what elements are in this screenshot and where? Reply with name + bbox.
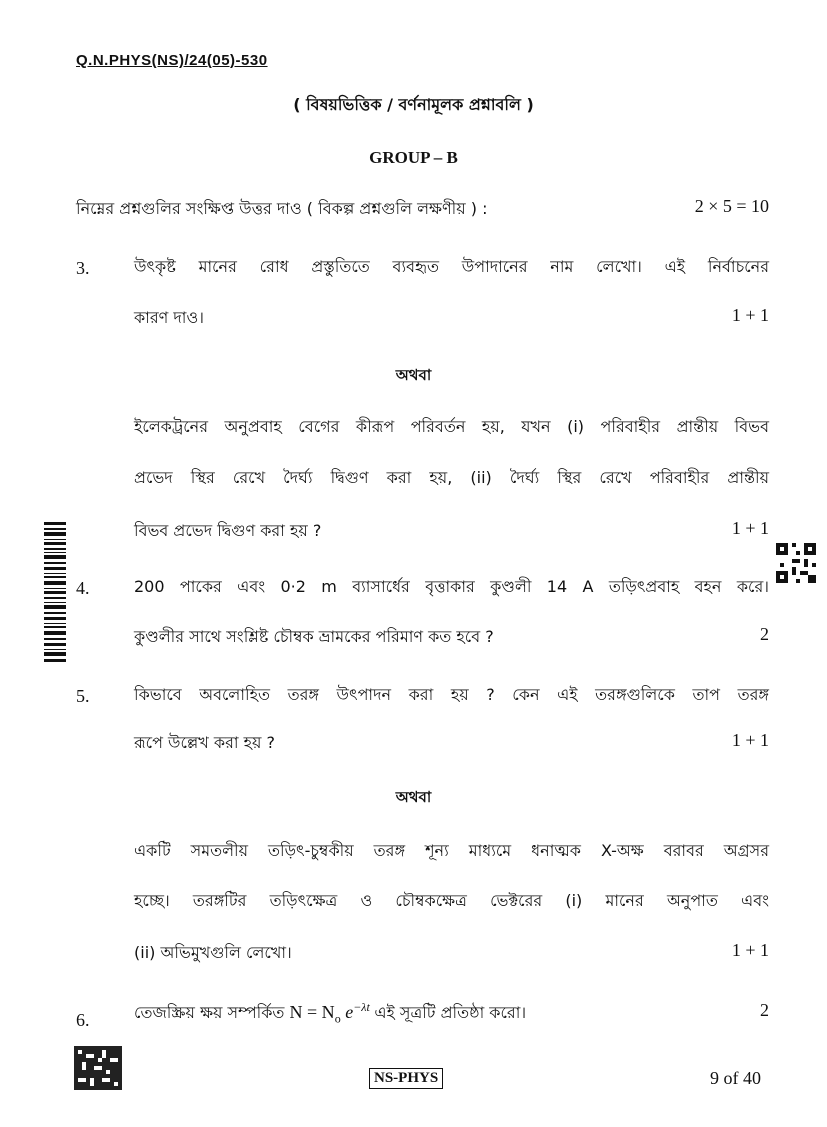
page-number: 9 of 40 <box>710 1068 761 1088</box>
q6-text-before: তেজস্ক্রিয় ক্ষয় সম্পর্কিত <box>134 1003 285 1022</box>
or-label-q3: অথবা <box>395 366 432 384</box>
q3-marks: 1 + 1 <box>731 305 769 325</box>
q5-alt-marks: 1 + 1 <box>731 940 769 960</box>
question-number-5: 5. <box>76 686 90 706</box>
q6-text-after: এই সূত্রটি প্রতিষ্ঠা করো। <box>374 1003 527 1022</box>
q4-line-2: কুণ্ডলীর সাথে সংশ্লিষ্ট চৌম্বক ভ্রামকের পরিমাণ কত হবে ? <box>134 627 494 646</box>
total-marks: 2 × 5 = 10 <box>694 196 769 216</box>
question-number-6: 6. <box>76 1010 90 1030</box>
q6-marks: 2 <box>760 1000 769 1020</box>
subject-code-box: NS-PHYS <box>369 1068 443 1089</box>
q5-alt-line-1: একটি সমতলীয় তড়িৎ-চুম্বকীয় তরঙ্গ শূন্য মাধ্যমে ধনাত্মক X-অক্ষ বরাবর অগ্রসর <box>134 841 769 860</box>
formula-subscript: o <box>334 1011 341 1026</box>
qr-code-icon <box>776 543 816 583</box>
q3-line-2: কারণ দাও। <box>134 308 204 327</box>
q5-line-1: কিভাবে অবলোহিত তরঙ্গ উৎপাদন করা হয় ? কেন এই তরঙ্গগুলিকে তাপ তরঙ্গ <box>134 685 769 704</box>
q3-alt-line-2: প্রভেদ স্থির রেখে দৈর্ঘ্য দ্বিগুণ করা হয়, (ii) দৈর্ঘ্য স্থির রেখে পরিবাহীর প্রান্তীয় <box>134 468 769 487</box>
q5-alt-line-2: হচ্ছে। তরঙ্গটির তড়িৎক্ষেত্র ও চৌম্বকক্ষেত্র ভেক্টরের (i) মানের অনুপাত এবং <box>134 891 769 910</box>
q4-marks: 2 <box>760 624 769 644</box>
or-label-q5: অথবা <box>395 788 432 806</box>
section-subtitle: ( বিষয়ভিত্তিক / বর্ণনামূলক প্রশ্নাবলি ) <box>293 95 534 114</box>
q6-formula <box>289 1000 375 1026</box>
q3-alt-line-1: ইলেকট্রনের অনুপ্রবাহ বেগের কীরূপ পরিবর্তন হয়, যখন (i) পরিবাহীর প্রান্তীয় বিভব <box>134 417 769 436</box>
formula-exponent: −λt <box>353 1000 370 1014</box>
q5-marks: 1 + 1 <box>731 730 769 750</box>
q3-line-1: উৎকৃষ্ট মানের রোধ প্রস্তুতিতে ব্যবহৃত উপাদানের নাম লেখো। এই নির্বাচনের <box>134 257 769 276</box>
q5-alt-line-3: (ii) অভিমুখগুলি লেখো। <box>134 943 292 962</box>
group-heading: GROUP – B <box>369 148 458 167</box>
question-number-3: 3. <box>76 258 90 278</box>
q4-line-1: 200 পাকের এবং 0·2 m ব্যাসার্ধের বৃত্তাকার কুণ্ডলী 14 A তড়িৎপ্রবাহ বহন করে। <box>134 577 769 596</box>
q3-alt-line-3: বিভব প্রভেদ দ্বিগুণ করা হয় ? <box>134 521 322 540</box>
datamatrix-icon <box>74 1046 122 1090</box>
question-paper-code: Q.N.PHYS(NS)/24(05)-530 <box>76 52 268 69</box>
q6-text <box>134 1000 526 1027</box>
formula-lhs: N = N <box>289 1002 335 1022</box>
question-number-4: 4. <box>76 578 90 598</box>
q3-alt-marks: 1 + 1 <box>731 518 769 538</box>
formula-e: e <box>345 1002 354 1022</box>
q5-line-2: রূপে উল্লেখ করা হয় ? <box>134 733 276 752</box>
instruction-text: নিম্নের প্রশ্নগুলির সংক্ষিপ্ত উত্তর দাও ( বিকল্প প্রশ্নগুলি লক্ষণীয় ) : <box>76 199 488 218</box>
barcode-icon <box>44 522 66 662</box>
